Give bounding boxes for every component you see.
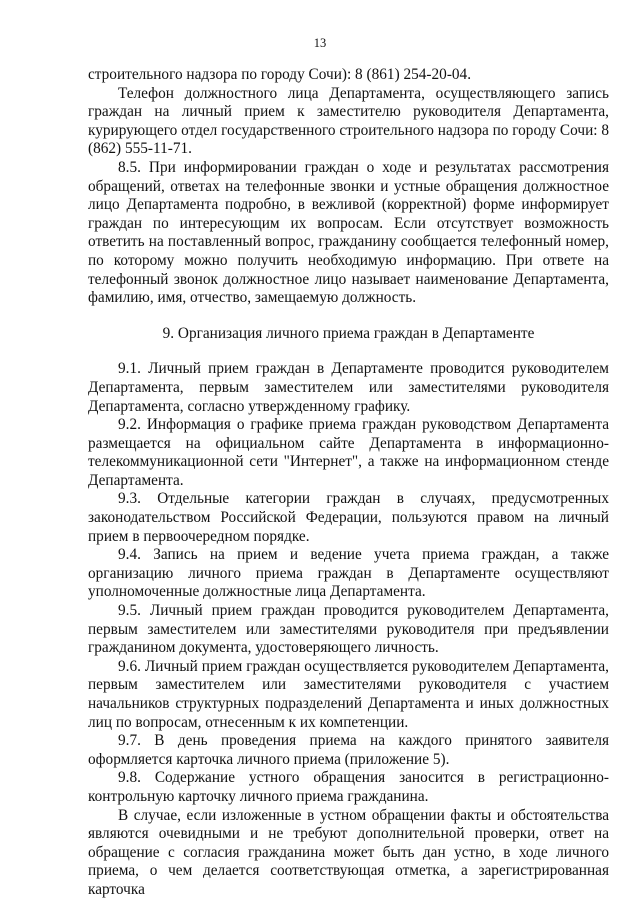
- paragraph-9-4: 9.4. Запись на прием и ведение учета приема граждан, а также организацию личного приема граждан в Департаменте осуществляют уполномоченные должностные лица Департамента.: [88, 546, 609, 601]
- paragraph-9-8: 9.8. Содержание устного обращения заносится в регистрационно-контрольную карточку личного приема гражданина.: [88, 769, 609, 805]
- paragraph-9-6: 9.6. Личный прием граждан осуществляется руководителем Департамента, первым заместителем или заместителями руководителя с участием начальников структурных подразделений Департамента и иных должностных лиц по вопросам, отнесенным к их компетенции.: [88, 657, 609, 731]
- document-body: [88, 66, 609, 900]
- paragraph-9-2: 9.2. Информация о графике приема граждан руководством Департамента размещается на официальном сайте Департамента в информационно-телекоммуникационной сети "Интернет", а также на информационном стенде Департамента.: [88, 416, 609, 489]
- paragraph-9-1: 9.1. Личный прием граждан в Департаменте проводится руководителем Департамента, первым заместителем или заместителями руководителя Департамента, согласно утвержденному графику.: [88, 360, 609, 415]
- paragraph-oral-answer: В случае, если изложенные в устном обращении факты и обстоятельства являются очевидными и не требуют дополнительной проверки, ответ на обращение с согласия гражданина может быть дан устно, в ходе личного приема, о чем делается соответствующая отметка, а зарегистрированная карточка: [88, 806, 609, 898]
- paragraph-9-7: 9.7. В день проведения приема на каждого принятого заявителя оформляется карточка личного приема (приложение 5).: [88, 732, 609, 768]
- paragraph-continuation: строительного надзора по городу Сочи): 8 (861) 254-20-04.: [88, 66, 472, 83]
- paragraph-9-3: 9.3. Отдельные категории граждан в случаях, предусмотренных законодательством Российской Федерации, пользуются правом на личный прием в первоочередном порядке.: [88, 490, 609, 545]
- paragraph-phone: Телефон должностного лица Департамента, осуществляющего запись граждан на личный прием к заместителю руководителя Департамента, курирующего отдел государственного строительного надзора по городу Сочи: 8 (862) 555-11-71.: [88, 84, 609, 158]
- paragraph-9-5: 9.5. Личный прием граждан проводится руководителем Департамента, первым заместителем или заместителями руководителя при предъявлении гражданином документа, удостоверяющего личность.: [88, 602, 609, 657]
- page-number: 13: [313, 36, 327, 50]
- section-heading-9: 9. Организация личного приема граждан в Департаменте: [162, 324, 535, 342]
- paragraph-8-5: 8.5. При информировании граждан о ходе и результатах рассмотрения обращений, ответах на телефонные звонки и устные обращения должностное лицо Департамента подробно, в вежливой (корректной) форме информирует граждан по интересующим их вопросам. Если отсутствует возможность ответить на поставленный вопрос, гражданину сообщается телефонный номер, по которому можно получить необходимую информацию. При ответе на телефонный звонок должностное лицо называет наименование Департамента, фамилию, имя, отчество, замещаемую должность.: [88, 158, 609, 307]
